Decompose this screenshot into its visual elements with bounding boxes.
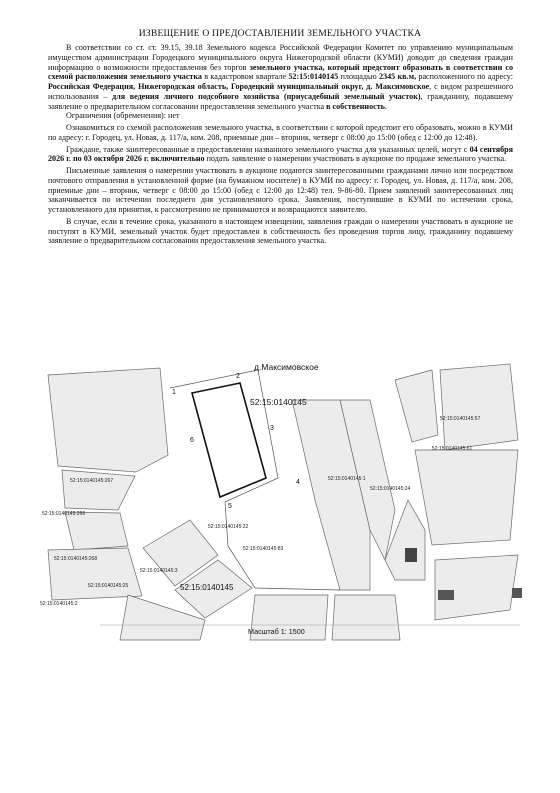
parcel-label: 52:15:0140145:57 [440, 416, 481, 422]
paragraph-application-procedure: Письменные заявления о намерении участвовать в аукционе подаются заинтересованными гражданами лично или посредством почтового отправления в установленной форме (на бумажном носителе) в КУМИ по адресу: г. Городец, ул. Новая, д. 117/а, ком. 208, приемные дни – вторник, четверг с 08:00 до 15:00 (обед с 12:00 до 12:48) тел. 9-86-80. Прием заявлений заинтересованных лиц заканчивается по истечении последнего дня установленного срока. Заявления, поступившие в КУМИ по истечении срока, установленного для принятия, к рассмотрению не принимаются и возвращаются заявителю. [48, 166, 513, 214]
building-mark [405, 548, 417, 562]
parcel-label: 52:15:0140145:268 [54, 556, 98, 562]
village-label: д.Максимовское [254, 362, 319, 372]
parcel-label: 52:15:0140145:24 [370, 486, 411, 492]
point-label: 4 [296, 479, 300, 486]
point-label: 2 [236, 373, 240, 380]
quarter-label: 52:15:0140145 [250, 397, 307, 407]
building-mark [438, 590, 454, 600]
parcel-label: 52:15:0140145:25 [88, 583, 129, 589]
parcel-label: 52:15:0140145:2 [40, 601, 78, 607]
paragraph-application-period: Граждане, также заинтересованные в предоставлении названного земельного участка для указанных целей, могут с 04 сентября 2026 г. по 03 октября 2026 г. включительно подать заявление о намерении участвовать в аукционе по продаже земельного участка. [48, 144, 513, 164]
parcel-label: 52:15:0140145:22 [208, 524, 249, 530]
parcel-label: 52:15:0140145:61 [432, 446, 473, 452]
parcel-label: 52:15:0140145:267 [70, 478, 114, 484]
scale-label: Масштаб 1: 1500 [248, 627, 305, 636]
paragraph-restrictions: Ограничения (обременения): нет [66, 111, 180, 121]
building-mark [512, 588, 522, 598]
parcel-label: 52:15:0140145:3 [140, 568, 178, 574]
point-label: 5 [228, 503, 232, 510]
parcel-shape [48, 368, 168, 472]
parcel-shape [435, 555, 518, 620]
parcel-label: 52:15:0140145:83 [243, 546, 284, 552]
parcel-label: 52:15:0140145:266 [42, 511, 86, 517]
notice-title: ИЗВЕЩЕНИЕ О ПРЕДОСТАВЛЕНИИ ЗЕМЕЛЬНОГО УЧАСТКА [138, 28, 422, 39]
parcel-shape [415, 450, 518, 545]
paragraph-no-applications: В случае, если в течение срока, указанного в настоящем извещении, заявления граждан о намерении участвовать в аукционе не поступят в КУМИ, земельный участок будет предоставлен в собственность без проведения торгов лицу, гражданину подавшему заявление о предварительном согласовании предоставления земельного участка. [48, 216, 513, 246]
paragraph-scheme-review: Ознакомиться со схемой расположения земельного участка, в соответствии с которой предстоит его образовать, можно в КУМИ по адресу: г. Городец, ул. Новая, д. 117/а, ком. 208, приемные дни – вторник, четверг с 08:00 до 15:00 (обед с 12:00 до 12:48). [48, 123, 513, 142]
point-label: 1 [172, 389, 176, 396]
parcel-shape [332, 595, 400, 640]
parcel-shape [440, 364, 518, 450]
parcel-label: 52:15:0140145:1 [328, 476, 366, 482]
cadastral-scheme-map [40, 350, 530, 645]
paragraph-legal-basis: В соответствии со ст. ст. 39.15, 39.18 Земельного кодекса Российской Федерации Комитет по управлению муниципальным имуществом администрации Городецкого муниципального округа Нижегородской области (КУМИ) доводит до сведения граждан информацию о возможности предоставления без торгов земельного участка, который предстоит образовать в соответствии со схемой расположения земельного участка в кадастровом квартале 52:15:0140145 площадью 2345 кв.м, расположенного по адресу: Российская Федерация, Нижегородская область, Городецкий муниципальный округ, д. Максимовское, с видом разрешенного использования – для ведения личного подсобного хозяйства (приусадебный земельный участок), гражданину, подавшему заявление о предварительном согласовании предоставления земельного участка в собственность. [48, 43, 514, 111]
point-label: 6 [190, 437, 194, 444]
point-label: 3 [270, 425, 274, 432]
quarter-label-bottom: 52:15:0140145 [180, 583, 234, 592]
parcel-shape [65, 512, 128, 550]
notice-body [48, 43, 513, 246]
